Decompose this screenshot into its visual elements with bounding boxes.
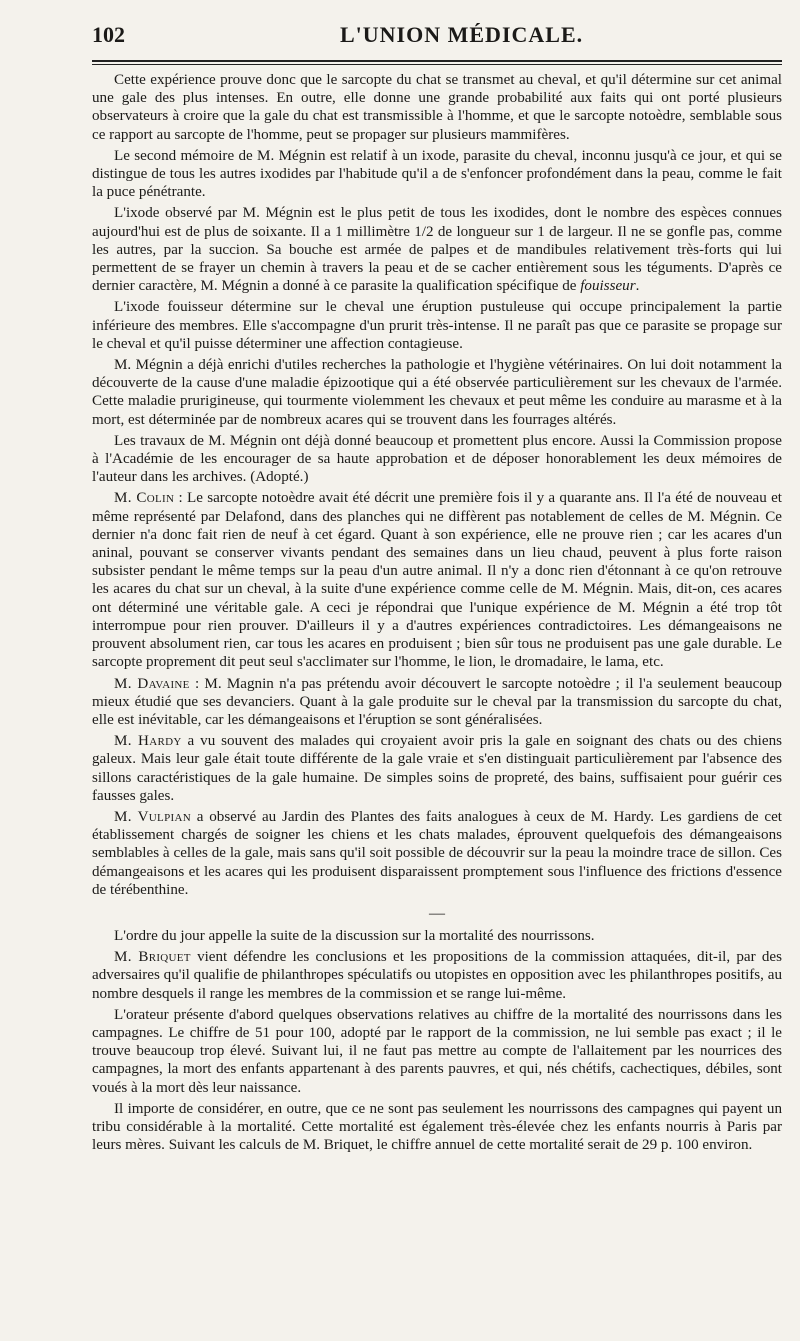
- page-header: [92, 22, 782, 56]
- running-title: L'UNION MÉDICALE.: [340, 22, 584, 47]
- paragraph: L'ixode observé par M. Mégnin est le plus petit de tous les ixodides, dont le nombre des espèces connues aujourd'hui est de plus de soixante. Il a 1 millimètre 1/2 de longueur sur 1 de largeur. Il ne se gonfle pas, comme les autres, par la succion. Sa bouche est armée de palpes et de mandibules relativement très-forts qui lui permettent de se frayer un chemin à travers la peau et de se cacher entièrement sous les téguments. D'après ce dernier caractère, M. Mégnin a donné à ce parasite la qualification spécifique de fouisseur.: [92, 205, 782, 295]
- speaker-name: M. Hardy: [114, 733, 182, 750]
- paragraph: Les travaux de M. Mégnin ont déjà donné beaucoup et promettent plus encore. Aussi la Commission propose à l'Académie de les encourager de sa haute approbation et de déposer honorablement les deux mémoires de l'auteur dans les archives. (Adopté.): [92, 432, 782, 486]
- paragraph: L'orateur présente d'abord quelques observations relatives au chiffre de la mortalité des nourrissons dans les campagnes. Le chiffre de 51 pour 100, adopté par le rapport de la commission, ne lui semble pas exact ; il le trouve beaucoup trop élevé. Suivant lui, il ne faut pas mettre au compte de l'allaitement par les nourrices des campagnes, la mort des enfants appartenant à des parents pauvres, et qui, nés chétifs, cachectiques, débiles, sont voués à la mort dès leur naissance.: [92, 1006, 782, 1096]
- paragraph: Il importe de considérer, en outre, que ce ne sont pas seulement les nourrissons des campagnes qui payent un tribu considérable à la mortalité. Cette mortalité est également très-élevée chez les enfants nourris à Paris par leurs mères. Suivant les calculs de M. Briquet, le chiffre annuel de cette mortalité serait de 29 p. 100 environ.: [92, 1100, 782, 1154]
- paragraph: M. Briquet vient défendre les conclusions et les propositions de la commission attaquées, dit-il, par des adversaires qu'il qualifie de philanthropes spéculatifs ou utopistes en opposition avec les philanthropes positifs, au nombre desquels il range les membres de la commission et se range lui-même.: [92, 949, 782, 1002]
- paragraph: L'ordre du jour appelle la suite de la discussion sur la mortalité des nourrissons.: [114, 927, 595, 944]
- speaker-name: M. Briquet: [114, 949, 191, 966]
- speaker-name: M. Colin: [114, 490, 175, 507]
- paragraph: Cette expérience prouve donc que le sarcopte du chat se transmet au cheval, et qu'il détermine sur cet animal une gale des plus intenses. En outre, elle donne une grande probabilité aux faits qui ont porté plusieurs observateurs à croire que la gale du chat est transmissible à l'homme, et que le sarcopte notoèdre, semblable sous ce rapport au sarcopte de l'homme, peut se propager sur plusieurs mammifères.: [92, 72, 782, 143]
- section-separator: —: [429, 904, 445, 922]
- italic-term: fouisseur: [580, 278, 636, 295]
- paragraph: M. Hardy a vu souvent des malades qui croyaient avoir pris la gale en soignant des chats ou des chiens galeux. Mais leur gale était toute différente de la gale vraie et s'en distinguait particulièrement par l'absence des sillons caractéristiques de la gale humaine. De simples soins de propreté, des bains, suffisaient pour guérir ces fausses gales.: [92, 733, 782, 804]
- paragraph: M. Colin : Le sarcopte notoèdre avait été décrit une première fois il y a quarante ans. Il l'a été de nouveau et même représenté par Delafond, dans des planches qui ne diffèrent pas notablement de celles de M. Mégnin. Ce dernier n'a donc fait rien de neuf à cet égard. Quant à son expérience, elle ne prouve rien ; car les acares d'un aninal, pouvant se conserver vivants pendant des semaines dans un lieu chaud, peuvent à plus forte raison subsister pendant le même temps sur la peau d'un autre animal. Il n'y a donc rien d'étonnant à ce qu'on retrouve les acares du chat sur un cheval, à la suite d'une expérience comme celle de M. Mégnin. Mais, dit-on, ces acares ont déterminé une véritable gale. A ceci je répondrai que l'unique expérience de M. Mégnin a été trop tôt interrompue pour rien prouver. D'ailleurs il y a d'autres expériences contradictoires. Les démangeaisons ne prouvent absolument rien, car tous les acares en produisent ; bien sûr tous ne produisent pas une gale durable. Le sarcopte proprement dit peut seul s'acclimater sur l'homme, le lion, le dromadaire, le lama, etc.: [92, 490, 782, 671]
- paragraph: Le second mémoire de M. Mégnin est relatif à un ixode, parasite du cheval, inconnu jusqu'à ce jour, et qui se distingue de tous les autres ixodides par l'habitude qu'il a de s'enfoncer profondément dans la peau, comme le fait la puce pénétrante.: [92, 147, 782, 201]
- page-number: 102: [92, 22, 125, 47]
- paragraph: M. Davaine : M. Magnin n'a pas prétendu avoir découvert le sarcopte notoèdre ; il l'a seulement beaucoup mieux étudié que ses devanciers. Quant à la gale produite sur le cheval par la transmission du sarcopte du chat, elle est inévitable, car les démangeaisons et l'éruption se sont généralisées.: [92, 675, 782, 728]
- paragraph: M. Mégnin a déjà enrichi d'utiles recherches la pathologie et l'hygiène vétérinaires. On lui doit notamment la découverte de la cause d'une maladie épizootique qui a été observée particulièrement sur les chevaux de l'armée. Cette maladie prurigineuse, qui tourmente violemment les chevaux et peut même les conduire au marasme et à la mort, est déterminée par de nombreux acares qui se trouvent dans les fourrages altérés.: [92, 357, 782, 428]
- speaker-name: M. Davaine: [114, 675, 190, 692]
- speaker-name: M. Vulpian: [114, 808, 191, 825]
- header-rule: [92, 60, 782, 65]
- paragraph: L'ixode fouisseur détermine sur le cheval une éruption pustuleuse qui occupe principalement la partie inférieure des membres. Elle s'accompagne d'un prurit très-intense. Il ne paraît pas que ce parasite se propage sur le cheval et qu'il puisse déterminer une affection contagieuse.: [92, 299, 782, 352]
- paragraph: M. Vulpian a observé au Jardin des Plantes des faits analogues à ceux de M. Hardy. Les gardiens de cet établissement chargés de soigner les chiens et les chats malades, éprouvent quelquefois des démangeaisons semblables à celles de la gale, mais sans qu'il soit possible de découvrir sur la peau la moindre trace de sillon. Ces démangeaisons et les acares qui les produisent disparaissent promptement sous l'influence des frictions d'essence de térébenthine.: [92, 808, 782, 898]
- article-body: [92, 71, 782, 1154]
